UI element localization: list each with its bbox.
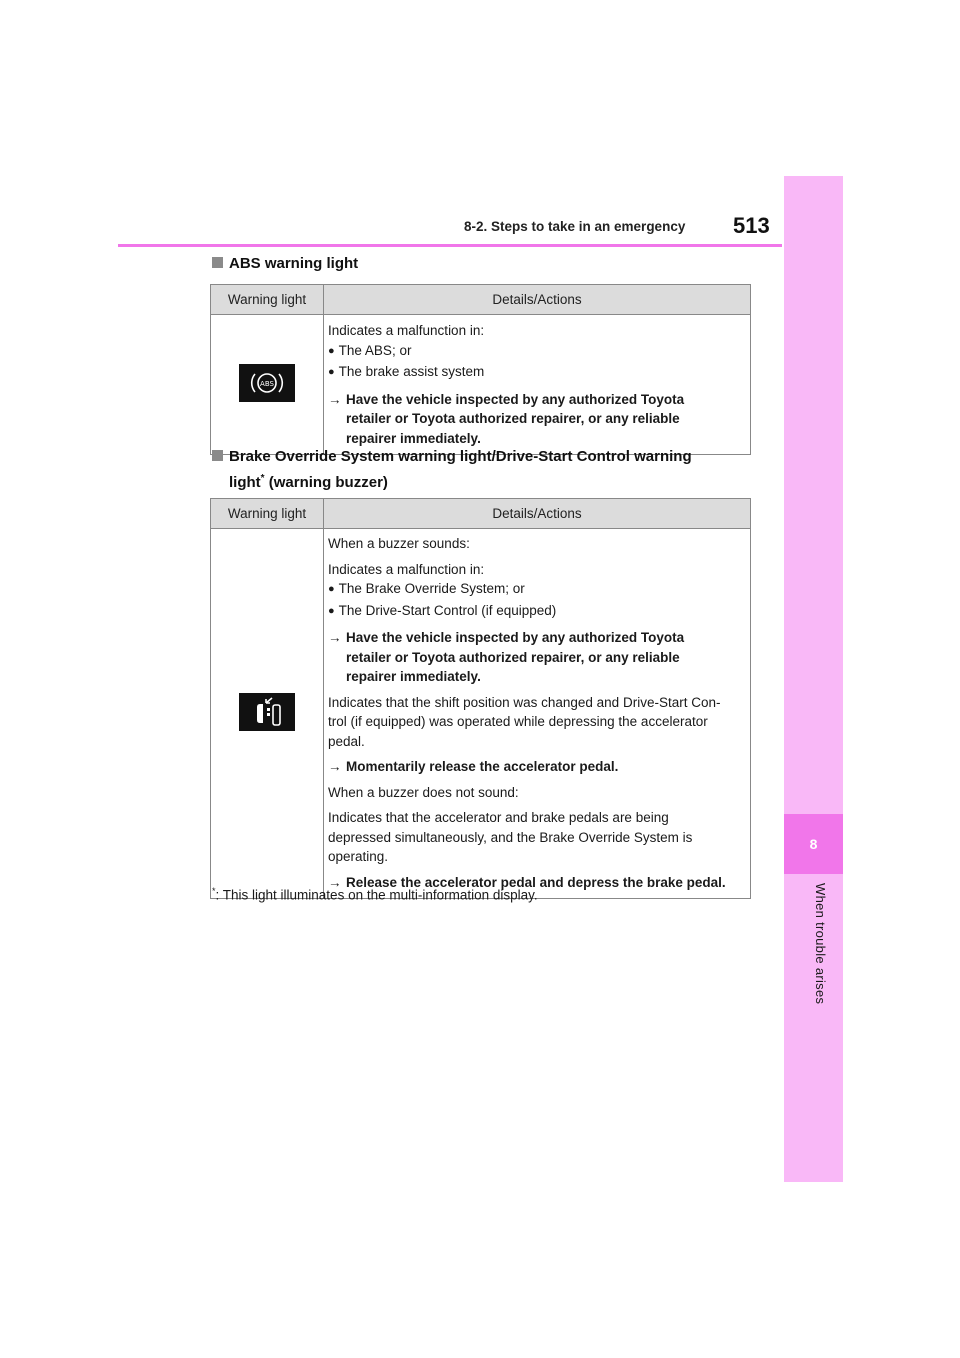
arrow-icon: →	[328, 391, 342, 407]
malfunction-intro: Indicates a malfunction in:	[328, 323, 485, 338]
simultaneous-pedals-text: Indicates that the accelerator and brake pedals are being depressed simultaneously, and the Brake Override System is operating.	[328, 810, 693, 864]
column-header-warning-light: Warning light	[211, 499, 324, 529]
table-header-row	[211, 285, 751, 315]
buzzer-off-label: When a buzzer does not sound:	[328, 784, 519, 800]
list-item: ● The Brake Override System; or	[328, 579, 746, 601]
action-instruction: → Have the vehicle inspected by any authorized Toyota retailer or Toyota authorized repairer, or any reliable repairer immediately.	[328, 390, 746, 449]
list-item: ● The Drive-Start Control (if equipped)	[328, 601, 746, 623]
heading-square-icon	[212, 257, 223, 268]
warning-light-cell	[211, 529, 324, 899]
brake-override-warning-table	[210, 498, 751, 899]
warning-light-cell	[211, 315, 324, 455]
action-instruction: → Have the vehicle inspected by any authorized Toyota retailer or Toyota authorized repairer, or any reliable repairer immediately.	[328, 628, 746, 687]
column-header-details: Details/Actions	[324, 285, 751, 315]
arrow-icon: →	[328, 630, 342, 645]
section-title: 8-2. Steps to take in an emergency	[464, 219, 686, 234]
list-item: ● The brake assist system	[328, 362, 746, 384]
buzzer-on-label: When a buzzer sounds:	[328, 536, 470, 551]
shift-position-text: Indicates that the shift position was changed and Drive-Start Con- trol (if equipped) was operated while depressing the accelerator pedal.	[328, 694, 721, 749]
footnote: *: This light illuminates on the multi-information display.	[212, 886, 538, 903]
abs-section-heading: ABS warning light	[212, 253, 358, 275]
heading-square-icon	[212, 450, 223, 461]
chapter-number: 8	[784, 814, 843, 874]
arrow-icon: →	[328, 874, 342, 890]
table-row	[211, 315, 751, 455]
action-instruction: → Momentarily release the accelerator pedal.	[328, 757, 746, 777]
chapter-side-tab	[784, 176, 843, 1182]
table-header-row	[211, 499, 751, 529]
action-instruction: → Release the accelerator pedal and depress the brake pedal.	[328, 873, 746, 893]
brake-override-section-heading: Brake Override System warning light/Drive-Start Control warning light* (warning buzzer)	[212, 446, 692, 494]
svg-text:ABS: ABS	[260, 380, 274, 388]
details-cell	[324, 315, 751, 455]
list-item: ● The ABS; or	[328, 341, 746, 363]
brake-override-warning-icon	[239, 693, 295, 731]
arrow-icon: →	[328, 759, 342, 774]
abs-warning-icon	[239, 364, 295, 402]
malfunction-intro: Indicates a malfunction in:	[328, 561, 485, 577]
chapter-label: When trouble arises	[813, 883, 828, 1005]
header-rule	[118, 244, 782, 247]
column-header-warning-light: Warning light	[211, 285, 324, 315]
column-header-details: Details/Actions	[324, 499, 751, 529]
details-cell	[324, 529, 751, 899]
page-number: 513	[733, 213, 770, 238]
table-row	[211, 529, 751, 899]
abs-warning-table	[210, 284, 751, 455]
